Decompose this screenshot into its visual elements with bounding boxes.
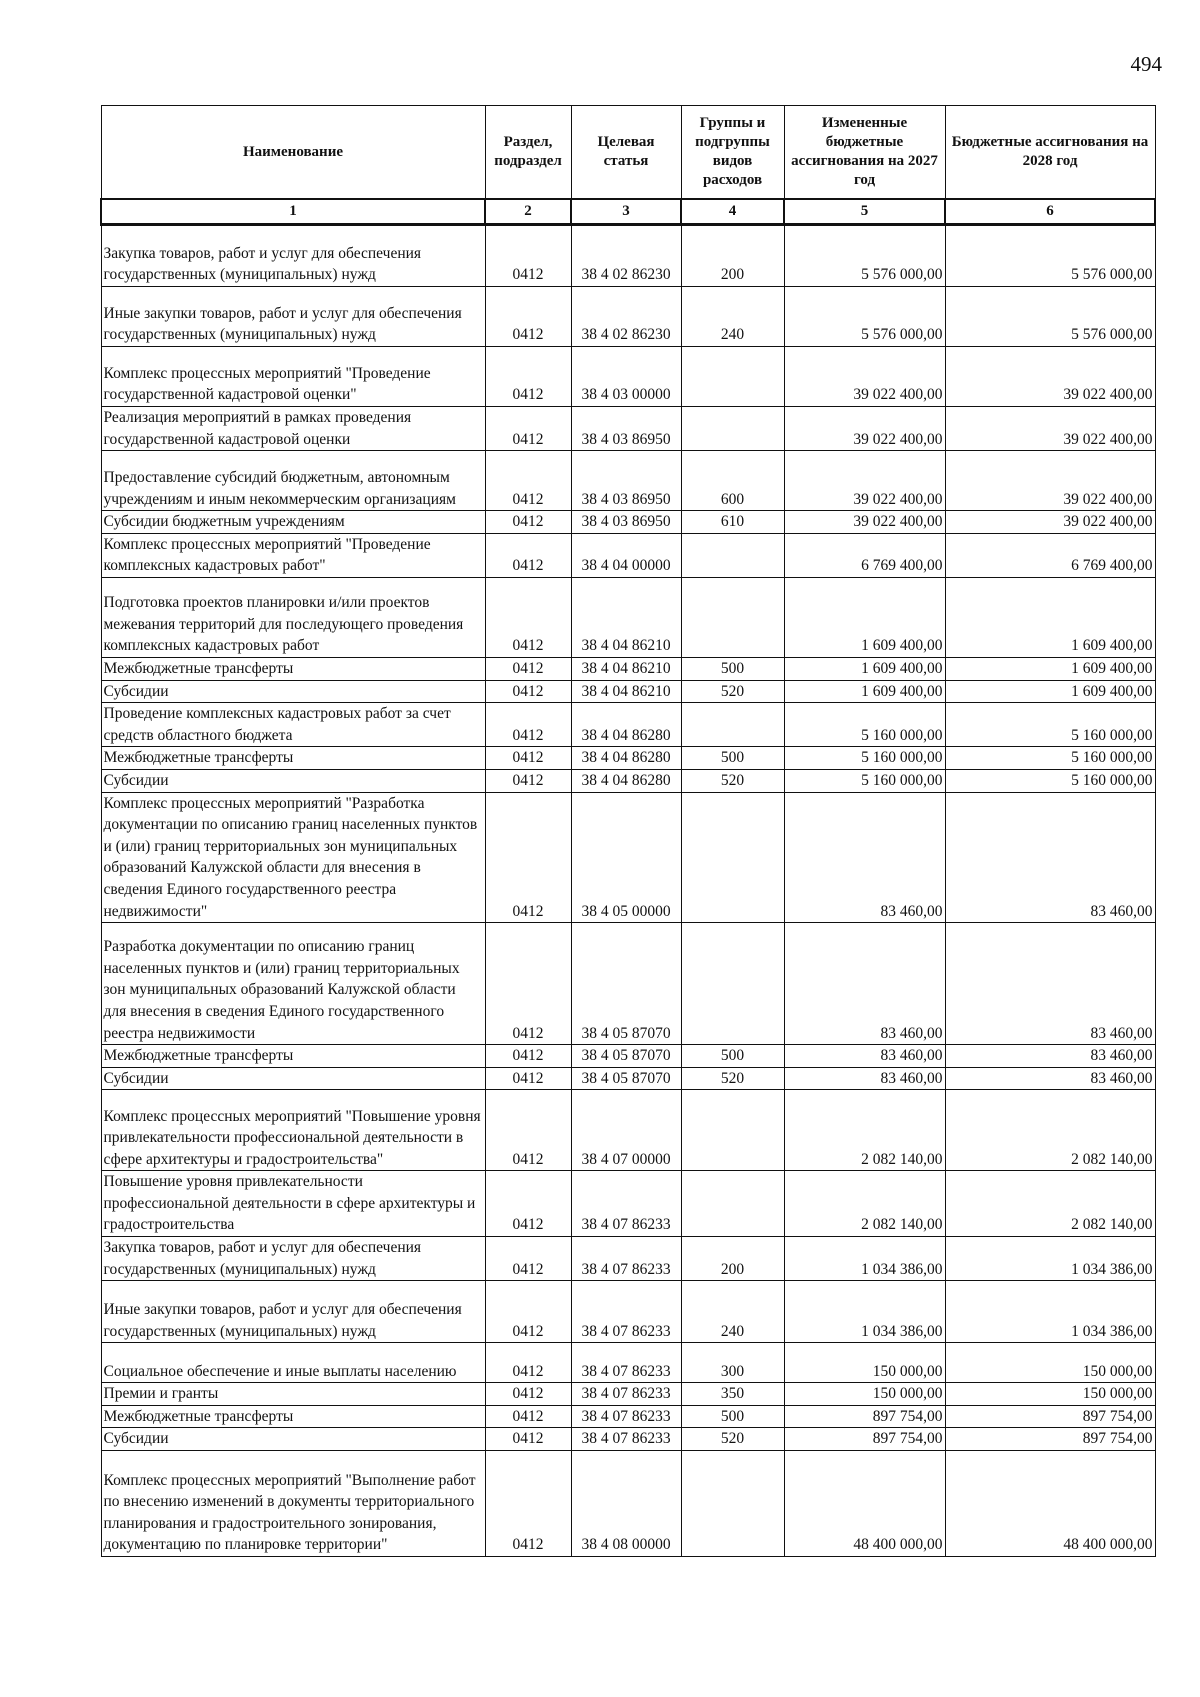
row-group: 520	[681, 680, 784, 703]
row-group	[681, 1171, 784, 1237]
row-amount-2028: 150 000,00	[945, 1343, 1155, 1383]
row-amount-2027: 150 000,00	[784, 1343, 945, 1383]
table-row	[101, 577, 1155, 657]
header-amount-2028: Бюджетные ассигнования на 2028 год	[945, 106, 1155, 200]
row-section: 0412	[485, 657, 571, 680]
row-amount-2027: 83 460,00	[784, 1045, 945, 1068]
table-row	[101, 347, 1155, 407]
row-group: 520	[681, 1067, 784, 1090]
row-amount-2028: 1 034 386,00	[945, 1237, 1155, 1281]
row-amount-2027: 897 754,00	[784, 1405, 945, 1428]
budget-table	[100, 105, 1156, 1557]
row-section: 0412	[485, 1171, 571, 1237]
row-amount-2028: 897 754,00	[945, 1428, 1155, 1451]
row-article: 38 4 07 86233	[571, 1281, 681, 1343]
row-amount-2027: 5 160 000,00	[784, 747, 945, 770]
table-row	[101, 792, 1155, 923]
row-group: 600	[681, 451, 784, 511]
row-section: 0412	[485, 577, 571, 657]
header-article: Целевая статья	[571, 106, 681, 200]
row-name: Разработка документации по описанию границ населенных пунктов и (или) границ территориальных зон муниципальных образований Калужской области для внесения в сведения Единого государственного реестра недвижимости	[101, 923, 485, 1045]
row-amount-2028: 83 460,00	[945, 1045, 1155, 1068]
row-group: 240	[681, 287, 784, 347]
row-article: 38 4 07 86233	[571, 1237, 681, 1281]
table-row	[101, 657, 1155, 680]
row-article: 38 4 04 86210	[571, 657, 681, 680]
row-amount-2028: 39 022 400,00	[945, 347, 1155, 407]
row-amount-2027: 897 754,00	[784, 1428, 945, 1451]
table-row	[101, 451, 1155, 511]
column-number: 4	[681, 199, 784, 225]
column-number: 6	[945, 199, 1155, 225]
row-article: 38 4 02 86230	[571, 287, 681, 347]
row-name: Комплекс процессных мероприятий "Повышение уровня привлекательности профессиональной деятельности в сфере архитектуры и градостроительства"	[101, 1090, 485, 1171]
table-row	[101, 769, 1155, 792]
row-amount-2027: 83 460,00	[784, 923, 945, 1045]
row-name: Субсидии	[101, 1067, 485, 1090]
row-section: 0412	[485, 1090, 571, 1171]
row-name: Субсидии	[101, 1428, 485, 1451]
row-article: 38 4 03 86950	[571, 407, 681, 451]
row-amount-2027: 39 022 400,00	[784, 407, 945, 451]
row-article: 38 4 04 86280	[571, 769, 681, 792]
row-name: Субсидии	[101, 769, 485, 792]
row-article: 38 4 04 86210	[571, 577, 681, 657]
row-amount-2027: 39 022 400,00	[784, 347, 945, 407]
row-section: 0412	[485, 1383, 571, 1406]
row-amount-2028: 83 460,00	[945, 923, 1155, 1045]
row-name: Межбюджетные трансферты	[101, 747, 485, 770]
row-section: 0412	[485, 792, 571, 923]
row-group: 500	[681, 657, 784, 680]
table-row	[101, 703, 1155, 747]
column-number: 5	[784, 199, 945, 225]
row-amount-2027: 5 576 000,00	[784, 287, 945, 347]
row-name: Межбюджетные трансферты	[101, 1405, 485, 1428]
row-group: 240	[681, 1281, 784, 1343]
row-group: 500	[681, 1045, 784, 1068]
table-row	[101, 407, 1155, 451]
row-article: 38 4 07 86233	[571, 1383, 681, 1406]
row-name: Субсидии	[101, 680, 485, 703]
row-article: 38 4 07 86233	[571, 1428, 681, 1451]
row-section: 0412	[485, 1428, 571, 1451]
row-amount-2028: 150 000,00	[945, 1383, 1155, 1406]
row-amount-2027: 1 034 386,00	[784, 1281, 945, 1343]
row-group: 610	[681, 511, 784, 534]
row-article: 38 4 07 00000	[571, 1090, 681, 1171]
row-name: Закупка товаров, работ и услуг для обеспечения государственных (муниципальных) нужд	[101, 225, 485, 287]
row-name: Комплекс процессных мероприятий "Проведение государственной кадастровой оценки"	[101, 347, 485, 407]
row-article: 38 4 05 87070	[571, 1045, 681, 1068]
row-amount-2027: 6 769 400,00	[784, 533, 945, 577]
row-section: 0412	[485, 747, 571, 770]
row-amount-2028: 5 160 000,00	[945, 747, 1155, 770]
row-section: 0412	[485, 407, 571, 451]
table-row	[101, 1067, 1155, 1090]
table-row	[101, 1451, 1155, 1557]
row-name: Премии и гранты	[101, 1383, 485, 1406]
row-section: 0412	[485, 1451, 571, 1557]
column-number: 3	[571, 199, 681, 225]
row-section: 0412	[485, 225, 571, 287]
row-group: 200	[681, 1237, 784, 1281]
row-article: 38 4 03 86950	[571, 511, 681, 534]
page-number: 494	[1130, 52, 1162, 76]
row-amount-2028: 5 160 000,00	[945, 769, 1155, 792]
row-article: 38 4 02 86230	[571, 225, 681, 287]
row-article: 38 4 07 86233	[571, 1171, 681, 1237]
row-amount-2027: 1 609 400,00	[784, 577, 945, 657]
row-amount-2028: 5 576 000,00	[945, 225, 1155, 287]
row-name: Комплекс процессных мероприятий "Выполнение работ по внесению изменений в документы территориального планирования и градостроительного зонирования, документацию по планировке территории"	[101, 1451, 485, 1557]
row-group	[681, 1451, 784, 1557]
table-row	[101, 1045, 1155, 1068]
table-body	[101, 225, 1155, 1557]
row-name: Межбюджетные трансферты	[101, 657, 485, 680]
table-row	[101, 1281, 1155, 1343]
row-section: 0412	[485, 347, 571, 407]
header-section: Раздел, подраздел	[485, 106, 571, 200]
row-article: 38 4 05 87070	[571, 923, 681, 1045]
header-row	[101, 106, 1155, 200]
row-amount-2027: 39 022 400,00	[784, 511, 945, 534]
row-section: 0412	[485, 703, 571, 747]
row-name: Повышение уровня привлекательности профессиональной деятельности в сфере архитектуры и градостроительства	[101, 1171, 485, 1237]
row-name: Реализация мероприятий в рамках проведения государственной кадастровой оценки	[101, 407, 485, 451]
row-amount-2028: 1 609 400,00	[945, 577, 1155, 657]
row-group	[681, 347, 784, 407]
row-group: 500	[681, 1405, 784, 1428]
row-group: 500	[681, 747, 784, 770]
row-article: 38 4 08 00000	[571, 1451, 681, 1557]
row-section: 0412	[485, 1237, 571, 1281]
row-section: 0412	[485, 769, 571, 792]
row-name: Предоставление субсидий бюджетным, автономным учреждениям и иным некоммерческим организациям	[101, 451, 485, 511]
table-row	[101, 923, 1155, 1045]
row-section: 0412	[485, 1405, 571, 1428]
row-amount-2027: 39 022 400,00	[784, 451, 945, 511]
table-row	[101, 287, 1155, 347]
row-group: 300	[681, 1343, 784, 1383]
row-amount-2028: 83 460,00	[945, 792, 1155, 923]
row-amount-2028: 897 754,00	[945, 1405, 1155, 1428]
row-amount-2028: 48 400 000,00	[945, 1451, 1155, 1557]
row-article: 38 4 03 00000	[571, 347, 681, 407]
row-section: 0412	[485, 1045, 571, 1068]
row-group	[681, 792, 784, 923]
row-article: 38 4 05 00000	[571, 792, 681, 923]
row-name: Комплекс процессных мероприятий "Проведение комплексных кадастровых работ"	[101, 533, 485, 577]
column-number: 1	[101, 199, 485, 225]
row-name: Иные закупки товаров, работ и услуг для обеспечения государственных (муниципальных) нужд	[101, 287, 485, 347]
row-amount-2027: 1 609 400,00	[784, 680, 945, 703]
row-amount-2028: 5 160 000,00	[945, 703, 1155, 747]
header-name: Наименование	[101, 106, 485, 200]
row-section: 0412	[485, 1067, 571, 1090]
row-name: Комплекс процессных мероприятий "Разработка документации по описанию границ населенных пунктов и (или) границ территориальных зон муниципальных образований Калужской области для внесения в сведения Единого государственного реестра недвижимости"	[101, 792, 485, 923]
row-amount-2027: 5 160 000,00	[784, 769, 945, 792]
row-section: 0412	[485, 1343, 571, 1383]
table-row	[101, 1171, 1155, 1237]
table-row	[101, 225, 1155, 287]
row-amount-2028: 39 022 400,00	[945, 511, 1155, 534]
column-number-row	[101, 199, 1155, 225]
table-row	[101, 511, 1155, 534]
row-name: Иные закупки товаров, работ и услуг для обеспечения государственных (муниципальных) нужд	[101, 1281, 485, 1343]
row-article: 38 4 04 86280	[571, 747, 681, 770]
row-article: 38 4 03 86950	[571, 451, 681, 511]
table-row	[101, 1090, 1155, 1171]
row-amount-2027: 1 034 386,00	[784, 1237, 945, 1281]
row-section: 0412	[485, 451, 571, 511]
row-section: 0412	[485, 923, 571, 1045]
header-amount-2027: Измененные бюджетные ассигнования на 2027 год	[784, 106, 945, 200]
header-group: Группы и подгруппы видов расходов	[681, 106, 784, 200]
row-group	[681, 703, 784, 747]
row-group: 350	[681, 1383, 784, 1406]
row-group	[681, 533, 784, 577]
row-section: 0412	[485, 680, 571, 703]
row-article: 38 4 07 86233	[571, 1405, 681, 1428]
row-amount-2028: 5 576 000,00	[945, 287, 1155, 347]
row-amount-2027: 1 609 400,00	[784, 657, 945, 680]
table-row	[101, 1343, 1155, 1383]
row-section: 0412	[485, 533, 571, 577]
row-group	[681, 1090, 784, 1171]
row-group: 200	[681, 225, 784, 287]
row-article: 38 4 07 86233	[571, 1343, 681, 1383]
row-group	[681, 923, 784, 1045]
table-row	[101, 747, 1155, 770]
row-name: Проведение комплексных кадастровых работ за счет средств областного бюджета	[101, 703, 485, 747]
table-row	[101, 680, 1155, 703]
row-name: Закупка товаров, работ и услуг для обеспечения государственных (муниципальных) нужд	[101, 1237, 485, 1281]
row-amount-2028: 2 082 140,00	[945, 1090, 1155, 1171]
table-row	[101, 1405, 1155, 1428]
row-amount-2027: 5 576 000,00	[784, 225, 945, 287]
row-name: Межбюджетные трансферты	[101, 1045, 485, 1068]
row-amount-2028: 83 460,00	[945, 1067, 1155, 1090]
row-article: 38 4 04 86280	[571, 703, 681, 747]
row-group	[681, 407, 784, 451]
table-row	[101, 533, 1155, 577]
column-number: 2	[485, 199, 571, 225]
row-amount-2027: 83 460,00	[784, 792, 945, 923]
row-section: 0412	[485, 511, 571, 534]
row-name: Подготовка проектов планировки и/или проектов межевания территорий для последующего проведения комплексных кадастровых работ	[101, 577, 485, 657]
row-amount-2027: 2 082 140,00	[784, 1171, 945, 1237]
row-amount-2028: 6 769 400,00	[945, 533, 1155, 577]
row-amount-2027: 150 000,00	[784, 1383, 945, 1406]
table-row	[101, 1237, 1155, 1281]
row-amount-2028: 2 082 140,00	[945, 1171, 1155, 1237]
row-article: 38 4 05 87070	[571, 1067, 681, 1090]
row-name: Социальное обеспечение и иные выплаты населению	[101, 1343, 485, 1383]
row-group	[681, 577, 784, 657]
row-group: 520	[681, 769, 784, 792]
row-amount-2028: 39 022 400,00	[945, 407, 1155, 451]
row-name: Субсидии бюджетным учреждениям	[101, 511, 485, 534]
row-amount-2028: 1 609 400,00	[945, 680, 1155, 703]
row-amount-2028: 39 022 400,00	[945, 451, 1155, 511]
row-amount-2028: 1 609 400,00	[945, 657, 1155, 680]
row-amount-2028: 1 034 386,00	[945, 1281, 1155, 1343]
table-row	[101, 1428, 1155, 1451]
row-amount-2027: 83 460,00	[784, 1067, 945, 1090]
row-amount-2027: 48 400 000,00	[784, 1451, 945, 1557]
row-article: 38 4 04 00000	[571, 533, 681, 577]
row-group: 520	[681, 1428, 784, 1451]
row-article: 38 4 04 86210	[571, 680, 681, 703]
row-amount-2027: 5 160 000,00	[784, 703, 945, 747]
row-amount-2027: 2 082 140,00	[784, 1090, 945, 1171]
row-section: 0412	[485, 1281, 571, 1343]
table-row	[101, 1383, 1155, 1406]
row-section: 0412	[485, 287, 571, 347]
